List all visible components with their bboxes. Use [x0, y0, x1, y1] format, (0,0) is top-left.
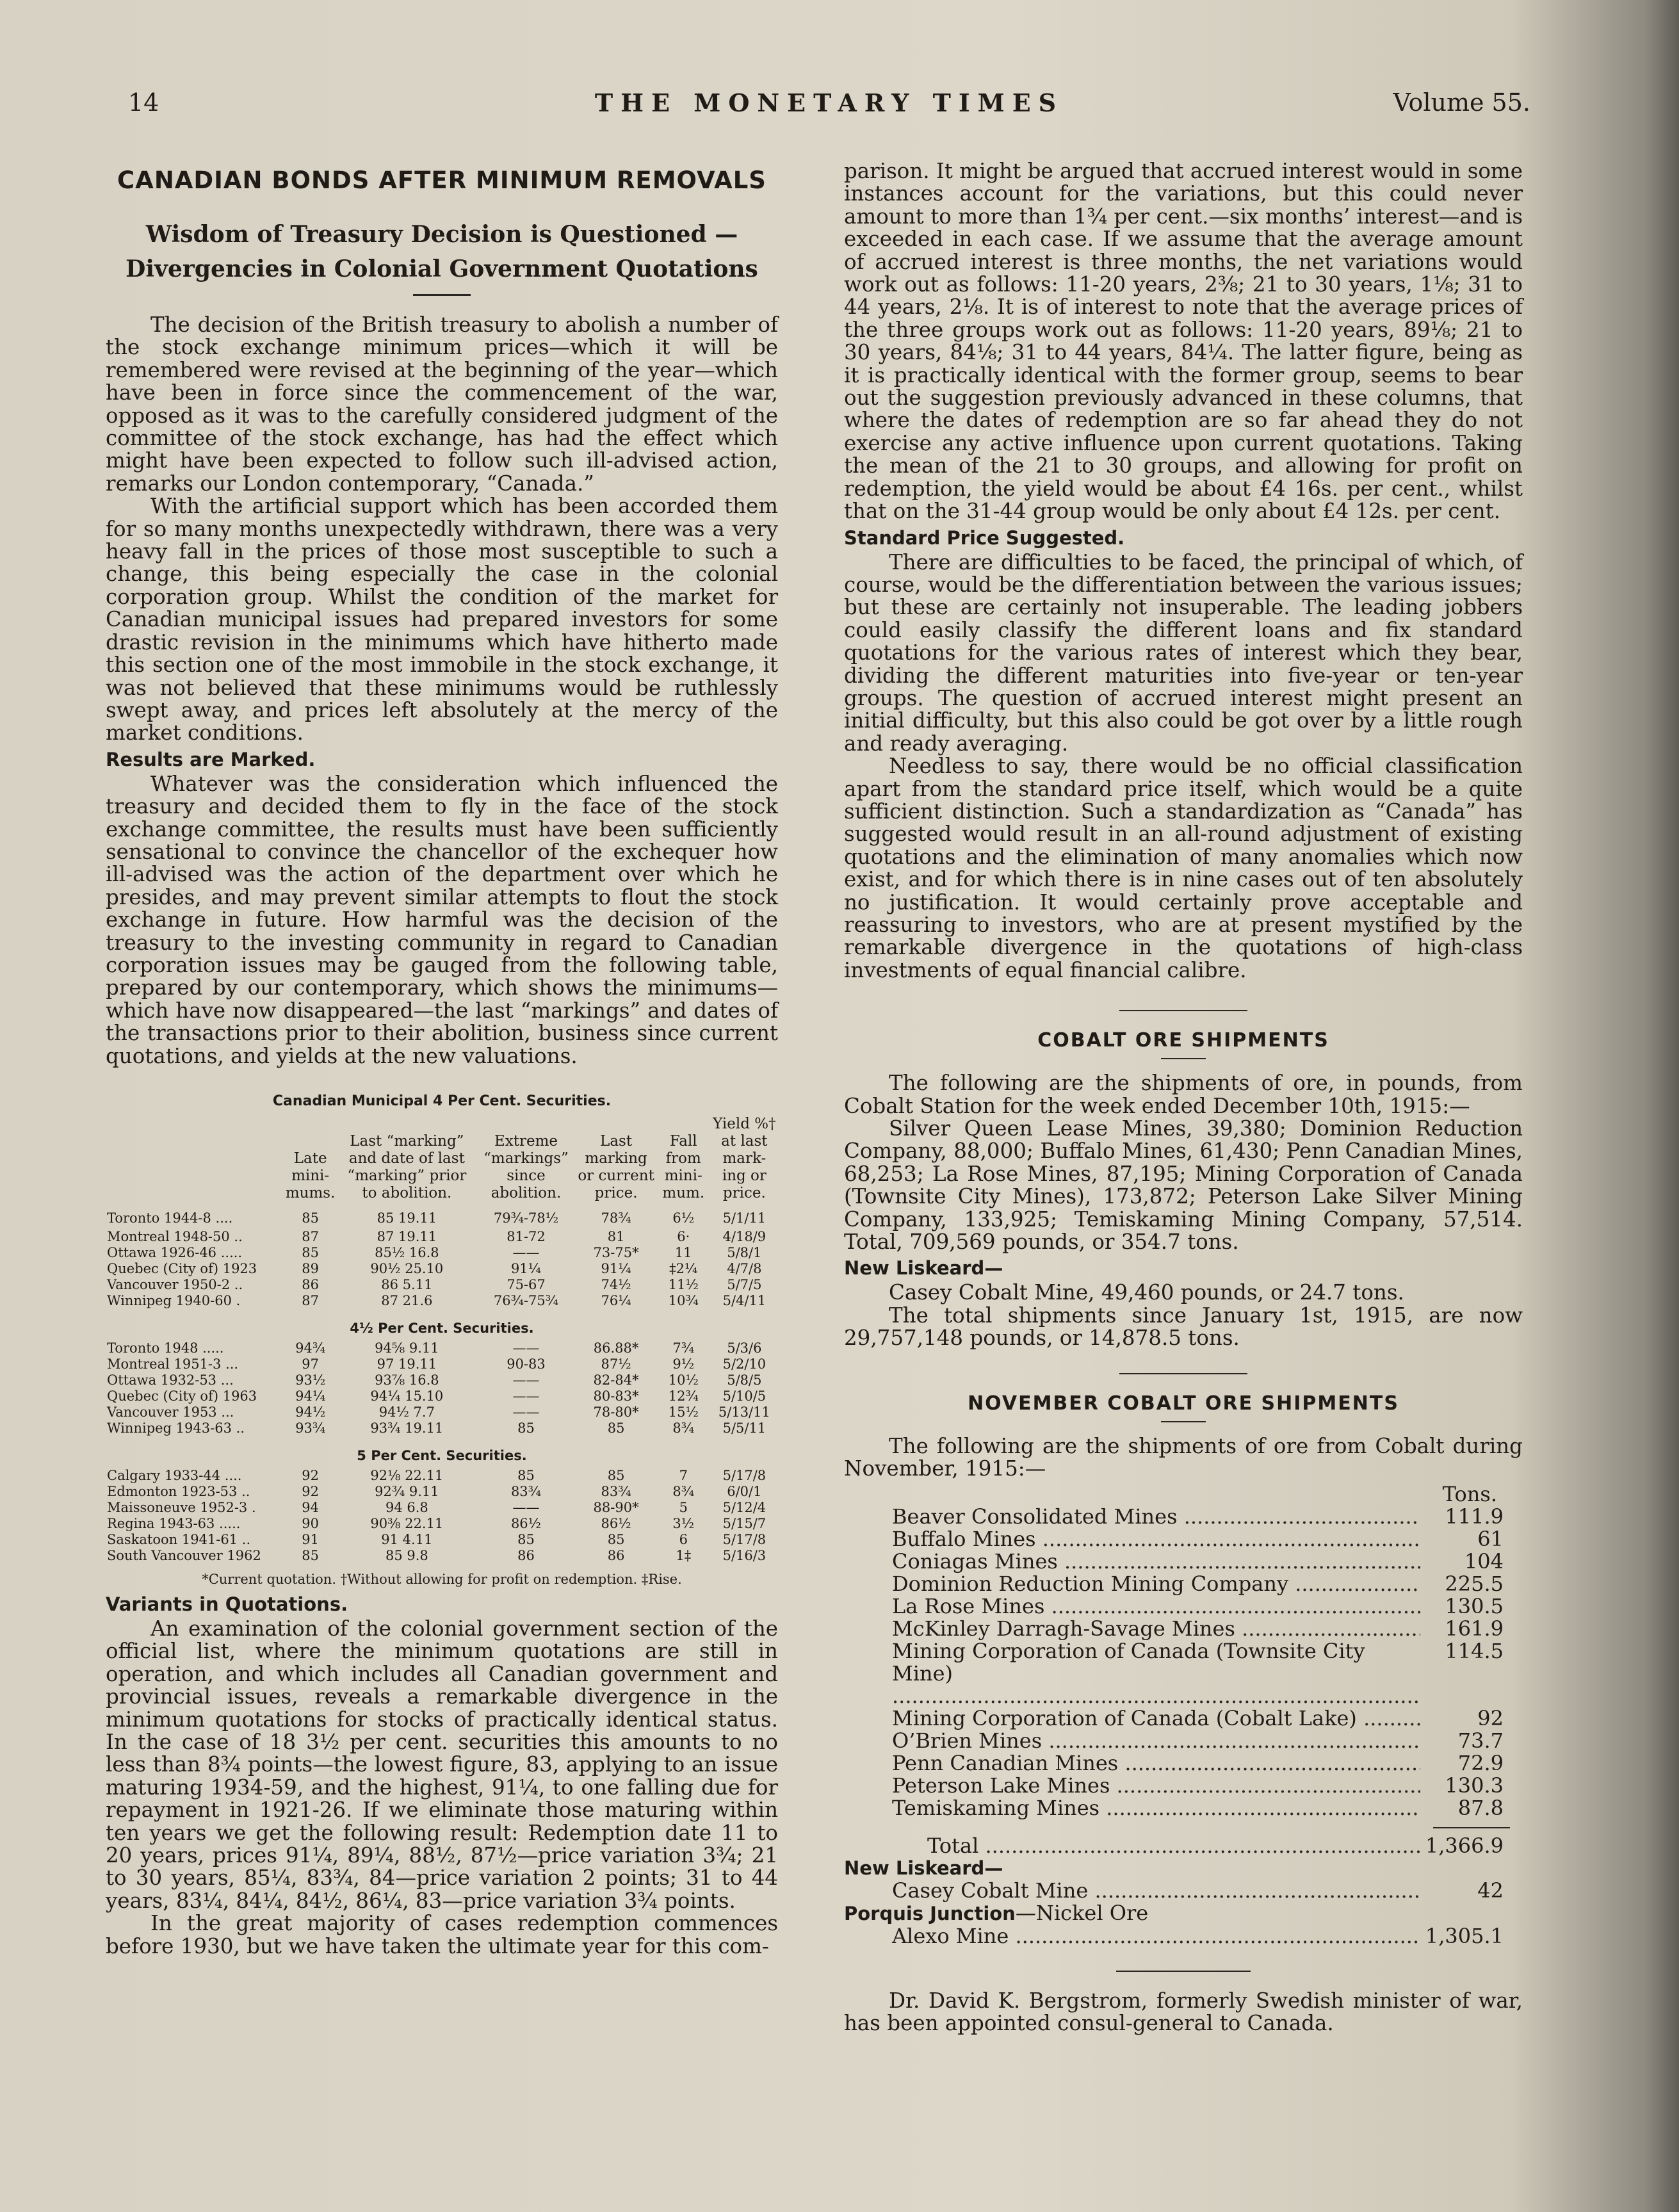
table-cell: 92 — [302, 1468, 319, 1483]
table-cell: 85 — [302, 1210, 319, 1226]
table-cell: 91¼ — [510, 1261, 542, 1276]
col-header-fall: Fall from mini-mum. — [662, 1133, 705, 1201]
table-cell: 9½ — [672, 1356, 695, 1372]
securities-table — [106, 1116, 778, 1564]
table-cell: —— — [512, 1388, 540, 1404]
table-cell: 76¼ — [601, 1293, 631, 1308]
standard-paragraph-1: There are difficulties to be faced, the principal of which, of course, would be the differentiation between the various issues; but these are certainly not insuperable. The leading jobbers could easily classify the different loans and fix standard quotations for the various rates of interest which they bear, dividing the different maturities into five-year or ten-year groups. The question of accrued interest might present an initial difficulty, but this also could be got over by a little rough and ready averaging. — [844, 549, 1523, 756]
variants-paragraph-1: An examination of the colonial government section of the official list, where the minimum quotations are still in operation, and which includes all Canadian government and provincial issues, reveals a remarkable divergence in the minimum quotations for stocks of practically identical status. In the case of 18 3½ per cent. securities this amounts to no less than 8¾ points—the lowest figure, 83, applying to an issue maturing 1934-59, and the highest, 91¼, to one falling due for repayment in 1921-26. If we eliminate those maturing within ten years we get the following result: Redemption date 11 to 20 years, prices 91¼, 89¼, 88½, 87½—price variation 3¾; 21 to 30 years, 85¼, 83¾, 84—price variation 2 points; 31 to 44 years, 83¼, 84¼, 84½, 86¼, 83—price variation 3¾ points. — [106, 1616, 778, 1913]
table-cell: Toronto 1948 ..... — [107, 1340, 224, 1356]
mine-tons: 92 — [1477, 1705, 1504, 1730]
group-label: 5 Per Cent. Securities. — [357, 1448, 527, 1463]
table-cell: 5/8/5 — [727, 1372, 762, 1388]
list-item — [844, 1640, 1523, 1707]
col-header-minimums: Late mini-mums. — [285, 1150, 336, 1201]
table-cell: 92⅛ 22.11 — [370, 1468, 444, 1483]
list-item — [844, 1528, 1523, 1550]
right-column — [844, 160, 1523, 2035]
cobalt-new-liskeard-heading: New Liskeard— — [844, 1257, 1003, 1280]
article-headline: CANADIAN BONDS AFTER MINIMUM REMOVALS — [117, 167, 766, 194]
porquis-suffix: —Nickel Ore — [1015, 1900, 1149, 1925]
table-cell: 91 4.11 — [381, 1532, 433, 1547]
november-new-liskeard-heading: New Liskeard— — [844, 1857, 1003, 1879]
table-cell: Edmonton 1923-53 .. — [107, 1484, 250, 1499]
section-heading-results: Results are Marked. — [106, 748, 316, 770]
mine-tons: 225.5 — [1445, 1571, 1504, 1596]
table-cell: —— — [512, 1500, 540, 1515]
table-cell: 78¾ — [601, 1210, 631, 1226]
table-cell: —— — [512, 1372, 540, 1388]
table-cell: 12¾ — [668, 1388, 699, 1404]
table-row — [106, 1261, 778, 1277]
table-group-heading — [106, 1436, 778, 1468]
table-row — [106, 1548, 778, 1564]
bergstrom-notice: Dr. David K. Bergstrom, formerly Swedish minister of war, has been appointed consul-general to Canada. — [844, 1988, 1523, 2035]
table-cell: 81 — [607, 1229, 625, 1244]
table-title: Canadian Municipal 4 Per Cent. Securities. — [272, 1093, 612, 1109]
table-cell: 3½ — [672, 1516, 695, 1531]
list-item — [844, 1797, 1523, 1819]
total-label: Total ..... — [844, 1835, 1420, 1857]
table-cell: 81-72 — [507, 1229, 546, 1244]
table-row — [106, 1500, 778, 1516]
table-cell: 90-83 — [507, 1356, 546, 1372]
table-cell: 85 — [607, 1420, 625, 1436]
mine-name: Mining Corporation of Canada (Cobalt Lake) ..... — [844, 1707, 1420, 1730]
mine-name: Buffalo Mines ..... — [844, 1528, 1420, 1550]
table-cell: 86½ — [601, 1516, 631, 1531]
table-cell: 92 — [302, 1484, 319, 1499]
masthead: THE MONETARY TIMES — [594, 88, 1064, 117]
divider — [1116, 1971, 1251, 1972]
mine-name: Beaver Consolidated Mines ..... — [844, 1506, 1420, 1528]
col-header-current: Last marking or current price. — [578, 1133, 654, 1201]
table-cell: Montreal 1948-50 .. — [107, 1229, 243, 1244]
col-header-last-marking: Last “marking” and date of last “marking” prior to abolition. — [347, 1133, 467, 1201]
table-cell: —— — [512, 1245, 540, 1260]
mine-name: Coniagas Mines ..... — [844, 1550, 1420, 1573]
table-footnote: *Current quotation. †Without allowing for profit on redemption. ‡Rise. — [202, 1572, 682, 1587]
table-cell: 5/12/4 — [722, 1500, 766, 1515]
table-cell: 85 — [302, 1548, 319, 1563]
list-item — [844, 1775, 1523, 1797]
mine-tons: 1,305.1 — [1425, 1923, 1504, 1948]
table-cell: 92¾ 9.11 — [375, 1484, 439, 1499]
table-cell: 85 19.11 — [377, 1210, 437, 1226]
table-row — [106, 1340, 778, 1356]
table-cell: 5/17/8 — [722, 1532, 766, 1547]
table-cell: —— — [512, 1404, 540, 1420]
table-cell: 89 — [302, 1261, 319, 1276]
table-cell: 85½ 16.8 — [375, 1245, 439, 1260]
cobalt-new-liskeard: Casey Cobalt Mine, 49,460 pounds, or 24.7 tons. — [889, 1280, 1404, 1305]
table-cell: 94 6.8 — [385, 1500, 428, 1515]
table-cell: 7 — [679, 1468, 688, 1483]
table-cell: 97 — [302, 1356, 319, 1372]
results-paragraph: Whatever was the consideration which influenced the treasury and decided them to fly in the face of the stock exchange committee, the results must have been sufficiently sensational to convince the chancellor of the exchequer how ill-advised was the action of the department over which he presides, and may prevent similar attempts to flout the stock exchange in future. How harmful was the decision of the treasury to the investing community in regard to Canadian corporation issues may be gauged from the following table, prepared by our contemporary, which shows the minimums—which have now disappeared—the last “markings” and dates of the transactions prior to their abolition, business since current quotations, and yields at the new valuations. — [106, 771, 778, 1068]
standard-paragraph-2: Needless to say, there would be no official classification apart from the standard price itself, which would be a quite sufficient distinction. Such a standardization as “Canada” has suggested would result in an all-round adjustment of existing quotations and the elimination of many anomalies which now exist, and for which there is in nine cases out of ten absolutely no justification. It would certainly prove acceptable and reassuring to investors, who are at present mystified by the remarkable divergence in the quotations of high-class investments of equal financial calibre. — [844, 754, 1523, 982]
table-cell: 83¾ — [510, 1484, 542, 1499]
table-row — [106, 1532, 778, 1548]
divider — [413, 294, 471, 296]
table-cell: 82-84* — [593, 1372, 639, 1388]
table-cell: 94¾ — [295, 1340, 326, 1356]
list-item — [844, 1550, 1523, 1573]
table-cell: 5/1/11 — [722, 1210, 766, 1226]
november-shipments-list — [844, 1483, 1523, 1948]
list-item — [844, 1618, 1523, 1640]
table-cell: ‡2¼ — [669, 1261, 698, 1276]
table-cell: Toronto 1944-8 .... — [107, 1210, 233, 1226]
table-cell: 85 — [517, 1532, 535, 1547]
table-cell: 75-67 — [507, 1277, 546, 1292]
table-cell: 94½ — [295, 1404, 326, 1420]
article-subhead: Wisdom of Treasury Decision is Questioned — Divergencies in Colonial Government Quotations — [126, 221, 758, 282]
table-cell: 85 9.8 — [385, 1548, 428, 1563]
cobalt-total: The total shipments since January 1st, 1915, are now 29,757,148 pounds, or 14,878.5 tons. — [844, 1303, 1523, 1351]
table-row — [106, 1245, 778, 1261]
table-group-heading — [106, 1309, 778, 1340]
november-heading: NOVEMBER COBALT ORE SHIPMENTS — [968, 1392, 1399, 1415]
table-cell: 87 — [302, 1293, 319, 1308]
table-cell: 85 — [607, 1468, 625, 1483]
table-row — [106, 1420, 778, 1436]
table-cell: 90½ 25.10 — [370, 1261, 444, 1276]
table-cell: 6/0/1 — [727, 1484, 762, 1499]
volume-label: Volume 55. — [1393, 88, 1530, 117]
group-label: 4½ Per Cent. Securities. — [350, 1321, 534, 1336]
variants-paragraph-2-start: In the great majority of cases redemption commences before 1930, but we have taken the ultimate year for this com- — [106, 1911, 778, 1958]
table-cell: 90⅜ 22.11 — [370, 1516, 444, 1531]
table-cell: Maissoneuve 1952-3 . — [107, 1500, 256, 1515]
table-cell: 7¾ — [672, 1340, 695, 1356]
table-cell: 93¾ 19.11 — [370, 1420, 444, 1436]
mine-name: Temiskaming Mines ..... — [844, 1797, 1420, 1819]
table-cell: 97 19.11 — [377, 1356, 437, 1372]
table-cell: Ottawa 1926-46 ..... — [107, 1245, 243, 1260]
tons-column-header: Tons. — [1442, 1481, 1497, 1506]
table-cell: 5/4/11 — [722, 1293, 766, 1308]
table-cell: Saskatoon 1941-61 .. — [107, 1532, 251, 1547]
mine-tons: 161.9 — [1445, 1616, 1504, 1641]
table-cell: 6½ — [672, 1210, 695, 1226]
divider — [1161, 1058, 1206, 1059]
table-cell: —— — [512, 1340, 540, 1356]
mine-tons: 130.5 — [1445, 1593, 1504, 1618]
table-row — [106, 1356, 778, 1372]
table-cell: 79¾-78½ — [493, 1210, 559, 1226]
table-cell: 10½ — [668, 1372, 699, 1388]
table-cell: 11 — [674, 1245, 692, 1260]
intro-paragraph-1: The decision of the British treasury to abolish a number of the stock exchange minimum prices—which it will be remembered were revised at the beginning of the year—which have been in force since the commencement of the war, opposed as it was to the carefully considered judgment of the committee of the stock exchange, has had the effect which might have been expected to follow such ill-advised action, remarks our London contemporary, “Canada.” — [106, 313, 778, 496]
table-cell: 76¾-75¾ — [493, 1293, 559, 1308]
table-cell: 88-90* — [593, 1500, 639, 1515]
table-cell: 1‡ — [676, 1548, 692, 1563]
table-cell: Montreal 1951-3 ... — [107, 1356, 239, 1372]
table-cell: 86 — [607, 1548, 625, 1563]
table-cell: 11½ — [668, 1277, 699, 1292]
table-cell: 4/18/9 — [722, 1229, 766, 1244]
table-cell: 74½ — [601, 1277, 631, 1292]
table-cell: Winnipeg 1943-63 .. — [107, 1420, 245, 1436]
table-cell: 10¾ — [668, 1293, 699, 1308]
table-cell: Ottawa 1932-53 ... — [107, 1372, 234, 1388]
table-cell: 86 — [517, 1548, 535, 1563]
left-column — [106, 160, 778, 1958]
table-cell: 87 — [302, 1229, 319, 1244]
table-cell: Vancouver 1953 ... — [107, 1404, 234, 1420]
table-cell: 87 19.11 — [377, 1229, 437, 1244]
list-item — [844, 1707, 1523, 1730]
mine-tons: 111.9 — [1445, 1504, 1504, 1529]
table-row — [106, 1229, 778, 1245]
table-cell: South Vancouver 1962 — [107, 1548, 261, 1563]
mine-name: Peterson Lake Mines ..... — [844, 1775, 1420, 1797]
mine-name: Dominion Reduction Mining Company ..... — [844, 1573, 1420, 1595]
table-cell: 91 — [302, 1532, 319, 1547]
table-cell: 87 21.6 — [381, 1293, 433, 1308]
table-cell: 5/2/10 — [722, 1356, 766, 1372]
table-cell: 94½ 7.7 — [378, 1404, 435, 1420]
list-item — [844, 1925, 1523, 1948]
table-cell: 85 — [517, 1420, 535, 1436]
cobalt-list: Silver Queen Lease Mines, 39,380; Dominion Reduction Company, 88,000; Buffalo Mines, 61,430; Penn Canadian Mines, 68,253; La Rose Mines, 87,195; Mining Corporation of Canada (Townsite City Mines), 173,872; Peterson Lake Silver Mining Company, 133,925; Temiskaming Mining Company, 57,514. Total, 709,569 pounds, or 354.7 tons. — [844, 1116, 1523, 1255]
table-cell: 94 — [302, 1500, 319, 1515]
table-cell: 5/17/8 — [722, 1468, 766, 1483]
mine-name: Penn Canadian Mines ..... — [844, 1752, 1420, 1775]
cobalt-heading: COBALT ORE SHIPMENTS — [1037, 1029, 1329, 1052]
table-cell: 5/7/5 — [727, 1277, 762, 1292]
table-cell: 4/7/8 — [727, 1261, 762, 1276]
table-row — [106, 1372, 778, 1388]
page-header — [128, 88, 1530, 127]
table-cell: 15½ — [668, 1404, 699, 1420]
table-cell: 87½ — [601, 1356, 631, 1372]
table-row — [106, 1468, 778, 1484]
table-row — [106, 1516, 778, 1532]
table-row — [106, 1388, 778, 1404]
variants-paragraph-2-cont: parison. It might be argued that accrued interest would in some instances account for the variations, but this could never amount to more than 1¾ per cent.—six months’ interest—and is exceeded in each case. If we assume that the average amount of accrued interest is three months, the net variations would work out as follows: 11-20 years, 2⅜; 21 to 30 years, 1⅛; 31 to 44 years, 2⅛. It is of interest to note that the average prices of the three groups work out as follows: 11-20 years, 89⅛; 21 to 30 years, 84⅛; 31 to 44 years, 84¼. The latter figure, being as it is practically identical with the former group, seems to bear out the suggestion previously advanced in these columns, that where the dates of redemption are so far ahead they do not exercise any active influence upon current quotations. Taking the mean of the 21 to 30 groups, and allowing for profit on redemption, the yield would be about £4 16s. per cent., whilst that on the 31-44 group would be only about £4 12s. per cent. — [844, 159, 1523, 524]
porquis-heading-line — [844, 1902, 1523, 1925]
table-cell: 85 — [607, 1532, 625, 1547]
mine-tons: 42 — [1477, 1878, 1504, 1903]
total-row — [844, 1835, 1523, 1857]
november-intro: The following are the shipments of ore from Cobalt during November, 1915:— — [844, 1433, 1523, 1481]
table-cell: 6 — [679, 1532, 688, 1547]
col-header-city — [106, 1116, 283, 1207]
table-row — [106, 1207, 778, 1229]
table-cell: 73-75* — [593, 1245, 639, 1260]
table-cell: 8¾ — [672, 1484, 695, 1499]
section-heading-standard: Standard Price Suggested. — [844, 526, 1125, 549]
list-item — [844, 1880, 1523, 1902]
table-cell: 94¼ 15.10 — [370, 1388, 444, 1404]
table-cell: Calgary 1933-44 .... — [107, 1468, 242, 1483]
porquis-heading: Porquis Junction — [844, 1902, 1016, 1924]
mine-name: Alexo Mine ..... — [844, 1925, 1420, 1948]
table-cell: 78-80* — [593, 1404, 639, 1420]
table-cell: 86 5.11 — [381, 1277, 433, 1292]
mine-tons: 114.5 — [1445, 1638, 1504, 1663]
table-cell: Regina 1943-63 ..... — [107, 1516, 241, 1531]
section-heading-variants: Variants in Quotations. — [106, 1593, 348, 1615]
table-cell: 94⅝ 9.11 — [375, 1340, 439, 1356]
table-cell: 86 — [302, 1277, 319, 1292]
total-value: 1,366.9 — [1425, 1833, 1504, 1858]
list-item — [844, 1573, 1523, 1595]
table-cell: Quebec (City of) 1963 — [107, 1388, 257, 1404]
table-cell: 93½ — [295, 1372, 326, 1388]
col-header-extreme: Extreme “markings” since abolition. — [483, 1133, 569, 1201]
mine-tons: 61 — [1477, 1526, 1504, 1551]
divider — [1119, 1010, 1247, 1011]
table-cell: 6· — [677, 1229, 690, 1244]
mine-tons: 104 — [1464, 1549, 1504, 1574]
table-cell: 5/13/11 — [718, 1404, 770, 1420]
divider — [1119, 1373, 1247, 1374]
mine-name: McKinley Darragh-Savage Mines ..... — [844, 1618, 1420, 1640]
mine-name: Casey Cobalt Mine ..... — [844, 1880, 1420, 1902]
mine-tons: 72.9 — [1457, 1750, 1504, 1775]
mine-tons: 130.3 — [1445, 1773, 1504, 1798]
table-cell: Winnipeg 1940-60 . — [107, 1293, 241, 1308]
table-cell: 83¾ — [601, 1484, 631, 1499]
table-row — [106, 1293, 778, 1309]
table-cell: 91¼ — [601, 1261, 631, 1276]
mine-name: La Rose Mines ..... — [844, 1595, 1420, 1618]
intro-paragraph-2: With the artificial support which has been accorded them for so many months unexpectedly withdrawn, there was a very heavy fall in the prices of those most susceptible to such a change, this being especially the case in the colonial corporation group. Whilst the condition of the market for Canadian municipal issues had prepared investors for some drastic revision in the minimums which have hitherto made this section one of the most immobile in the stock exchange, it was not believed that these minimums would be ruthlessly swept away, and prices left absolutely at the mercy of the market conditions. — [106, 494, 778, 745]
total-rule — [1433, 1827, 1510, 1828]
list-item — [844, 1506, 1523, 1528]
divider — [1161, 1421, 1206, 1422]
table-cell: 86.88* — [593, 1340, 639, 1356]
table-cell: 5/8/1 — [727, 1245, 762, 1260]
table-cell: 5/5/11 — [722, 1420, 766, 1436]
table-cell: 8¾ — [672, 1420, 695, 1436]
table-cell: 94¼ — [295, 1388, 326, 1404]
mine-name: Mining Corporation of Canada (Townsite City Mine) ..... — [844, 1640, 1420, 1707]
table-cell: 5/3/6 — [727, 1340, 762, 1356]
cobalt-intro: The following are the shipments of ore, in pounds, from Cobalt Station for the week ended December 10th, 1915:— — [844, 1071, 1523, 1118]
table-cell: 86½ — [510, 1516, 542, 1531]
mine-tons: 87.8 — [1457, 1795, 1504, 1820]
table-cell: 5/15/7 — [722, 1516, 766, 1531]
table-row — [106, 1404, 778, 1420]
table-cell: 85 — [302, 1245, 319, 1260]
table-row — [106, 1484, 778, 1500]
page-number: 14 — [128, 88, 159, 117]
col-header-yield: Yield %† at last mark-ing or price. — [713, 1116, 776, 1201]
table-cell: 5/16/3 — [722, 1548, 766, 1563]
list-item — [844, 1730, 1523, 1752]
table-cell: 5/10/5 — [722, 1388, 766, 1404]
table-cell: Quebec (City of) 1923 — [107, 1261, 257, 1276]
table-cell: 85 — [517, 1468, 535, 1483]
table-cell: 5 — [679, 1500, 688, 1515]
mine-tons: 73.7 — [1457, 1728, 1504, 1753]
table-cell: 80-83* — [593, 1388, 639, 1404]
mine-name: O’Brien Mines ..... — [844, 1730, 1420, 1752]
list-item — [844, 1752, 1523, 1775]
table-cell: 93¾ — [295, 1420, 326, 1436]
table-cell: 90 — [302, 1516, 319, 1531]
table-cell: 93⅞ 16.8 — [375, 1372, 439, 1388]
table-row — [106, 1277, 778, 1293]
list-item — [844, 1595, 1523, 1618]
table-cell: Vancouver 1950-2 .. — [107, 1277, 243, 1292]
